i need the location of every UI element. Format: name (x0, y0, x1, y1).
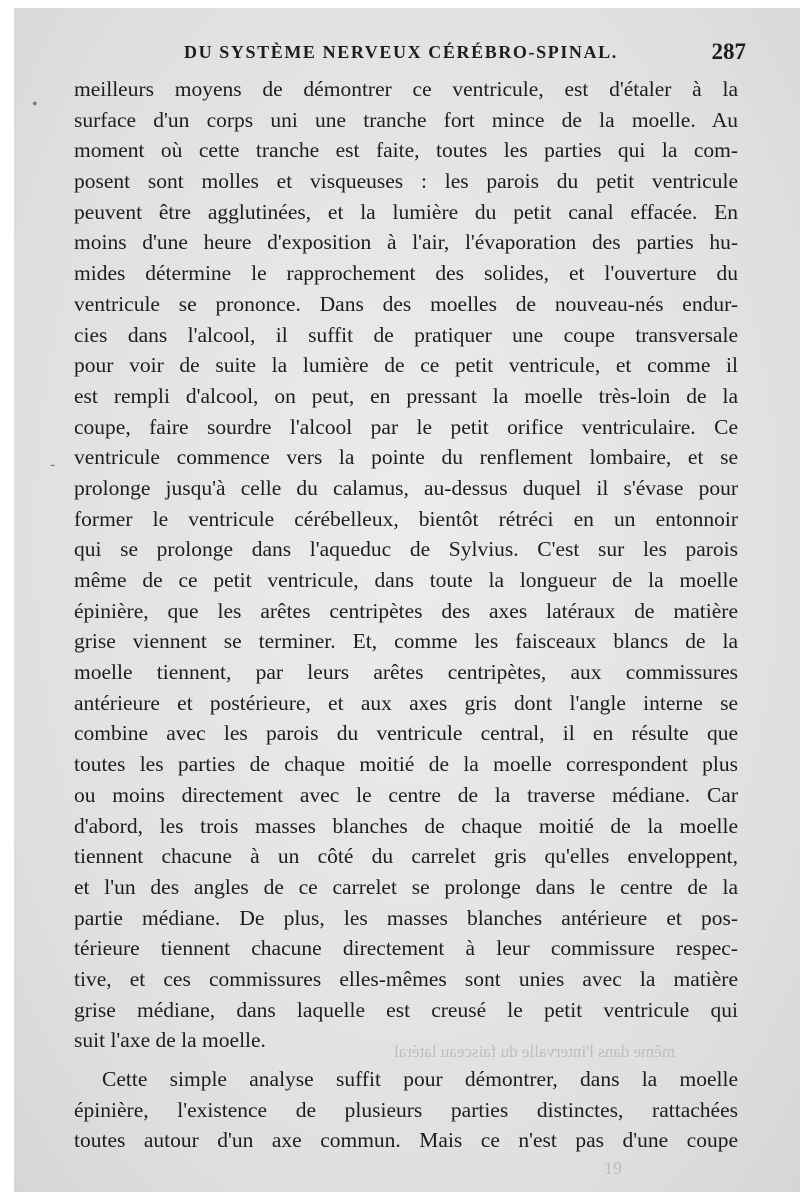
text-line: peuvent être agglutinées, et la lumière du petit canal effacée. En (74, 199, 738, 224)
text-line: épinière, l'existence de plusieurs parties distinctes, rattachées (74, 1097, 738, 1122)
text-line: térieure tiennent chacune directement à leur commissure respec- (74, 936, 738, 961)
text-line: cies dans l'alcool, il suffit de pratiquer une coupe transversale (74, 322, 738, 347)
text-line: tiennent chacune à un côté du carrelet gris qu'elles enveloppent, (74, 844, 738, 869)
text-line: même de ce petit ventricule, dans toute la longueur de la moelle (74, 568, 738, 592)
page-number: 287 (711, 39, 746, 64)
text-line: qui se prolonge dans l'aqueduc de Sylvius. C'est sur les parois (74, 537, 738, 562)
text-line: moment où cette tranche est faite, toutes les parties qui la com- (74, 138, 738, 163)
text-line: ou moins directement avec le centre de la traverse médiane. Car (74, 782, 738, 807)
text-line: toutes autour d'un axe commun. Mais ce n'est pas d'une coupe (74, 1128, 738, 1153)
text-line: ventricule commence vers la pointe du renflement lombaire, et se (74, 445, 738, 470)
text-line: mides détermine le rapprochement des solides, et l'ouverture du (74, 261, 738, 286)
text-line: et l'un des angles de ce carrelet se prolonge dans le centre de la (74, 874, 738, 899)
text-line: épinière, que les arêtes centripètes des axes latéraux de matière (74, 598, 738, 623)
text-line: coupe, faire sourdre l'alcool par le petit orifice ventriculaire. Ce (74, 414, 738, 439)
running-head: DU SYSTÈME NERVEUX CÉRÉBRO-SPINAL. (184, 42, 618, 62)
margin-tick: - (50, 456, 56, 473)
show-through-text: même dans l'intervalle du faisceau latéral (394, 1042, 676, 1061)
text-line: grise viennent se terminer. Et, comme les faisceaux blancs de la (74, 629, 738, 654)
book-page (14, 8, 800, 1192)
text-line: grise médiane, dans laquelle est creusé le petit ventricule qui (74, 997, 738, 1022)
page-header (184, 39, 746, 68)
margin-dot: • (32, 96, 38, 113)
text-line: ventricule se prononce. Dans des moelles de nouveau-nés endur- (74, 291, 738, 316)
text-line: meilleurs moyens de démontrer ce ventricule, est d'étaler à la (74, 77, 738, 101)
paragraph-end-line: suit l'axe de la moelle. (74, 1028, 266, 1053)
body-text (74, 74, 738, 1156)
text-line: toutes les parties de chaque moitié de la moelle correspondent plus (74, 752, 738, 777)
text-line: moins d'une heure d'exposition à l'air, l'évaporation des parties hu- (74, 230, 738, 255)
text-line: posent sont molles et visqueuses : les parois du petit ventricule (74, 169, 738, 194)
text-line: surface d'un corps uni une tranche fort mince de la moelle. Au (74, 107, 738, 132)
text-line: former le ventricule cérébelleux, bientôt rétréci en un entonnoir (74, 506, 738, 531)
text-line: antérieure et postérieure, et aux axes gris dont l'angle interne se (74, 690, 738, 715)
text-line: d'abord, les trois masses blanches de chaque moitié de la moelle (74, 813, 738, 838)
text-line: pour voir de suite la lumière de ce petit ventricule, et comme il (74, 353, 738, 378)
text-line: moelle tiennent, par leurs arêtes centripètes, aux commissures (74, 660, 738, 685)
text-line: prolonge jusqu'à celle du calamus, au-dessus duquel il s'évase pour (74, 475, 738, 500)
text-line: combine avec les parois du ventricule central, il en résulte que (74, 721, 738, 746)
show-through-number: 19 (604, 1158, 622, 1178)
text-line: tive, et ces commissures elles-mêmes sont unies avec la matière (74, 966, 738, 991)
text-line: est rempli d'alcool, on peut, en pressant la moelle très-loin de la (74, 383, 738, 408)
paragraph-start-line: Cette simple analyse suffit pour démontrer, dans la moelle (102, 1067, 738, 1091)
text-line: partie médiane. De plus, les masses blanches antérieure et pos- (74, 905, 738, 930)
